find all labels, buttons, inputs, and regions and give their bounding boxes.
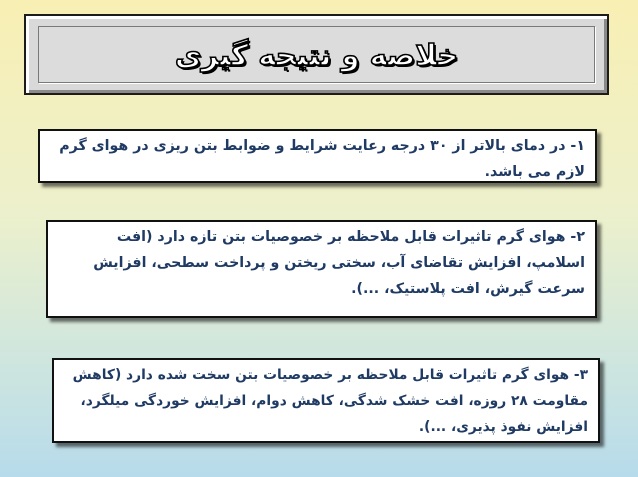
summary-point-2	[46, 220, 597, 318]
slide-title: خلاصه و نتیجه گیری	[174, 37, 459, 72]
summary-point-1-text: ۱- در دمای بالاتر از ۳۰ درجه رعایت شرایط و ضوابط بتن ریزی در هوای گرم لازم می باشد.	[59, 138, 585, 180]
title-panel	[38, 26, 595, 83]
summary-point-1	[38, 129, 597, 183]
title-banner	[24, 14, 609, 95]
summary-point-3	[52, 358, 600, 443]
summary-point-3-text: ۳- هوای گرم تاثیرات قابل ملاحظه بر خصوصیات بتن سخت شده دارد (کاهش مقاومت ۲۸ روزه، افت خشک شدگی، کاهش دوام، افزایش خوردگی میلگرد، افزایش نفوذ پذیری، ...).	[72, 367, 588, 435]
summary-point-2-text: ۲- هوای گرم تاثیرات قابل ملاحظه بر خصوصیات بتن تازه دارد (افت اسلامپ، افزایش تقاضای آب، سختی ریختن و پرداخت سطحی، افزایش سرعت گیرش، افت پلاستیک، ...).	[93, 229, 585, 297]
